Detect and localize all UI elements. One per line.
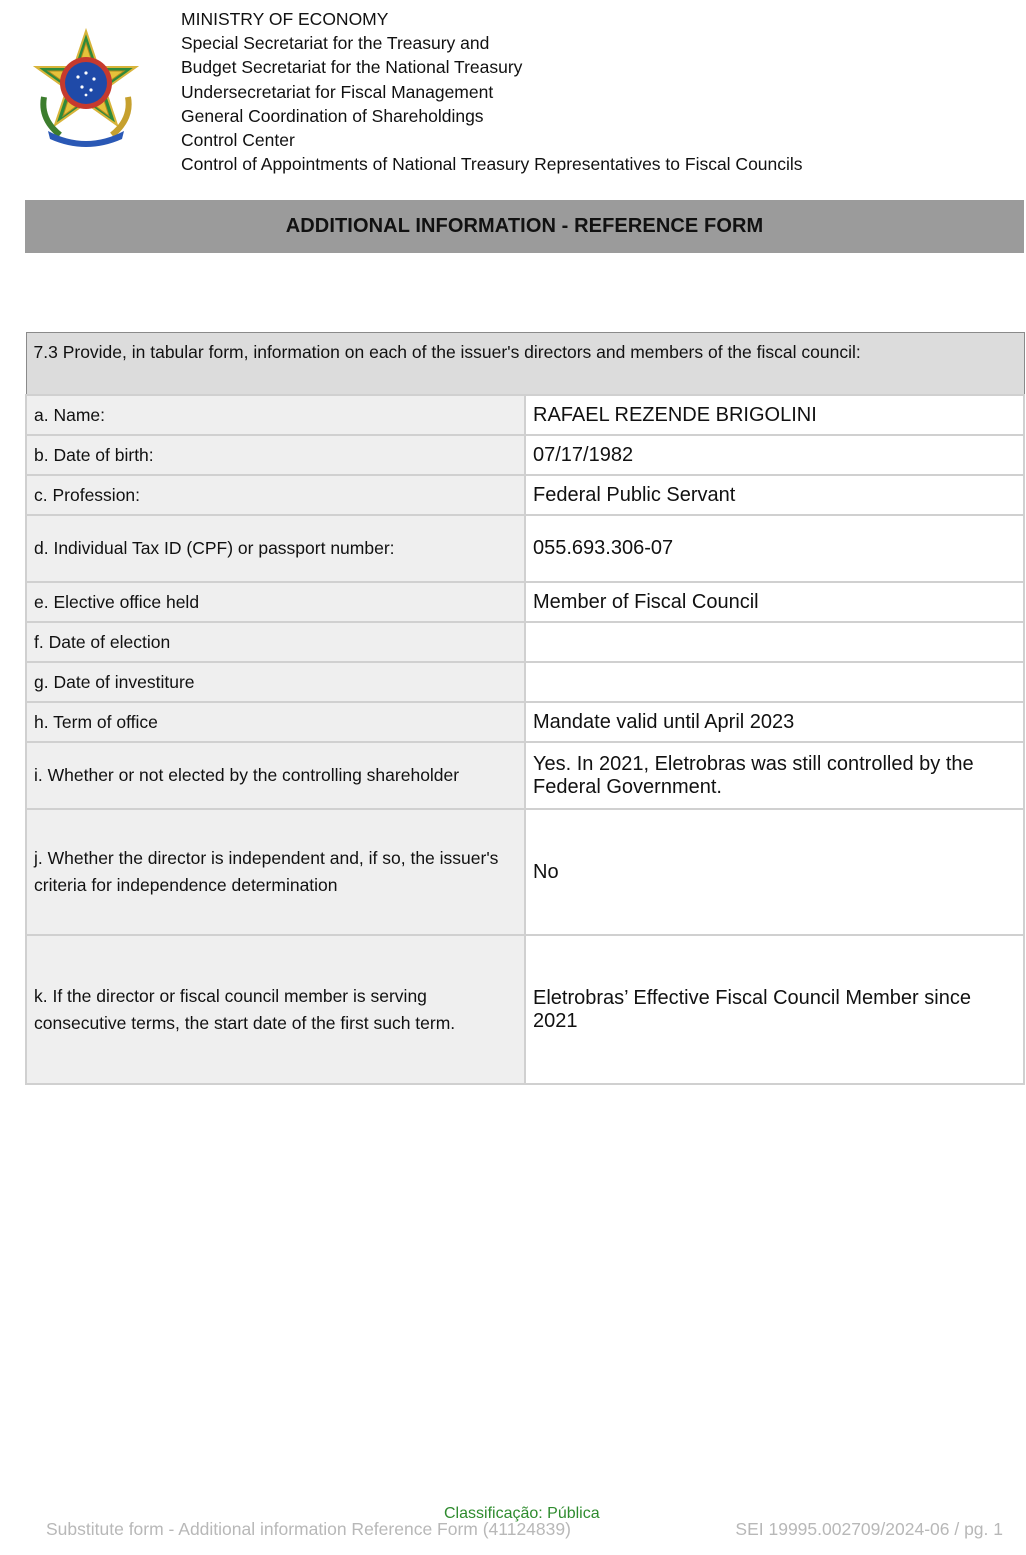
row-label-date-of-birth: b. Date of birth: bbox=[26, 435, 525, 475]
header-line-control-center: Control Center bbox=[181, 130, 295, 151]
row-label-term-of-office: h. Term of office bbox=[26, 702, 525, 742]
table-row bbox=[26, 395, 1024, 435]
table-row bbox=[26, 515, 1024, 582]
header-line-budget-secretariat: Budget Secretariat for the National Treasury bbox=[181, 57, 523, 78]
table-row bbox=[26, 622, 1024, 662]
header-line-ministry: MINISTRY OF ECONOMY bbox=[181, 9, 389, 29]
row-label-date-of-investiture: g. Date of investiture bbox=[26, 662, 525, 702]
row-label-elective-office: e. Elective office held bbox=[26, 582, 525, 622]
row-value-profession: Federal Public Servant bbox=[525, 475, 1024, 515]
row-value-name: RAFAEL REZENDE BRIGOLINI bbox=[525, 395, 1024, 435]
reference-form-table bbox=[25, 332, 1025, 1085]
coat-of-arms-icon bbox=[26, 27, 146, 147]
row-value-term-of-office: Mandate valid until April 2023 bbox=[525, 702, 1024, 742]
header-text-block bbox=[181, 7, 803, 176]
table-intro-row bbox=[26, 333, 1024, 396]
row-value-elected-by-controlling: Yes. In 2021, Eletrobras was still controlled by the Federal Government. bbox=[525, 742, 1024, 809]
footer-document-reference: Substitute form - Additional information Reference Form (41124839) bbox=[46, 1519, 571, 1539]
table-row bbox=[26, 582, 1024, 622]
header-line-special-secretariat: Special Secretariat for the Treasury and bbox=[181, 33, 490, 54]
row-value-tax-id: 055.693.306-07 bbox=[525, 515, 1024, 582]
row-value-date-of-investiture bbox=[525, 662, 1024, 702]
page-title: ADDITIONAL INFORMATION - REFERENCE FORM bbox=[285, 215, 764, 237]
row-label-consecutive-terms: k. If the director or fiscal council member is serving consecutive terms, the start date of the first such term. bbox=[26, 935, 525, 1084]
header-line-undersecretariat: Undersecretariat for Fiscal Management bbox=[181, 81, 494, 102]
row-value-elective-office: Member of Fiscal Council bbox=[525, 582, 1024, 622]
row-value-independence: No bbox=[525, 809, 1024, 935]
row-value-consecutive-terms: Eletrobras’ Effective Fiscal Council Member since 2021 bbox=[525, 935, 1024, 1084]
table-row bbox=[26, 475, 1024, 515]
table-row bbox=[26, 809, 1024, 935]
table-row bbox=[26, 935, 1024, 1084]
row-value-date-of-birth: 07/17/1982 bbox=[525, 435, 1024, 475]
row-value-date-of-election bbox=[525, 622, 1024, 662]
row-label-profession: c. Profession: bbox=[26, 475, 525, 515]
row-label-elected-by-controlling: i. Whether or not elected by the controlling shareholder bbox=[26, 742, 525, 809]
classification-label: Classificação: Pública bbox=[444, 1505, 600, 1522]
header-line-control-appointments: Control of Appointments of National Treasury Representatives to Fiscal Councils bbox=[181, 154, 803, 175]
header-line-general-coordination: General Coordination of Shareholdings bbox=[181, 105, 484, 126]
row-label-name: a. Name: bbox=[26, 395, 525, 435]
footer-page-reference: SEI 19995.002709/2024-06 / pg. 1 bbox=[735, 1519, 1003, 1539]
table-row bbox=[26, 435, 1024, 475]
form-intro: 7.3 Provide, in tabular form, information on each of the issuer's directors and members of the fiscal council: bbox=[26, 333, 1024, 396]
title-bar bbox=[25, 200, 1024, 253]
row-label-independence: j. Whether the director is independent and, if so, the issuer's criteria for independence determination bbox=[26, 809, 525, 935]
table-row bbox=[26, 662, 1024, 702]
table-row bbox=[26, 702, 1024, 742]
document-header bbox=[0, 0, 1026, 190]
table-row bbox=[26, 742, 1024, 809]
row-label-tax-id: d. Individual Tax ID (CPF) or passport number: bbox=[26, 515, 525, 582]
row-label-date-of-election: f. Date of election bbox=[26, 622, 525, 662]
